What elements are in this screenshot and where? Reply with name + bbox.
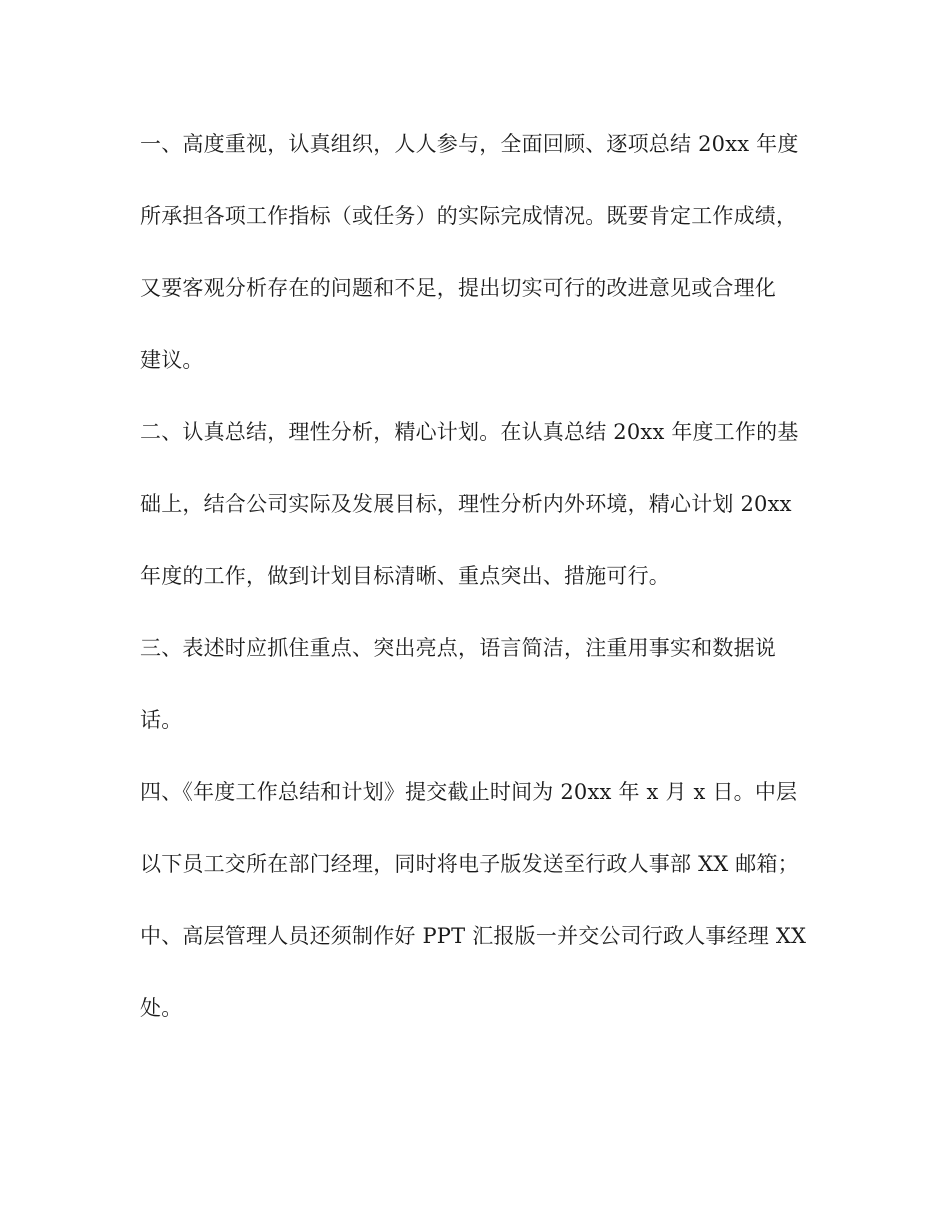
text-line: 建议。 [140, 348, 204, 372]
text-line: 一、高度重视，认真组织，人人参与，全面回顾、逐项总结 20xx 年度 [140, 132, 799, 156]
text-line: 中、高层管理人员还须制作好 PPT 汇报版一并交公司行政人事经理 XX [140, 924, 807, 948]
text-line: 三、表述时应抓住重点、突出亮点，语言简洁，注重用事实和数据说 [140, 636, 776, 660]
text-line: 又要客观分析存在的问题和不足，提出切实可行的改进意见或合理化 [140, 276, 776, 300]
text-line: 础上，结合公司实际及发展目标，理性分析内外环境，精心计划 20xx [140, 492, 792, 516]
document-body [140, 124, 810, 1060]
text-line: 年度的工作，做到计划目标清晰、重点突出、措施可行。 [140, 564, 670, 588]
text-line: 处。 [140, 996, 183, 1020]
text-line: 话。 [140, 708, 183, 732]
text-line: 二、认真总结，理性分析，精心计划。在认真总结 20xx 年度工作的基 [140, 420, 799, 444]
text-line: 所承担各项工作指标（或任务）的实际完成情况。既要肯定工作成绩， [140, 204, 798, 228]
text-line: 四、《年度工作总结和计划》提交截止时间为 20xx 年 x 月 x 日。中层 [140, 780, 798, 804]
text-line: 以下员工交所在部门经理，同时将电子版发送至行政人事部 XX 邮箱； [140, 852, 799, 876]
